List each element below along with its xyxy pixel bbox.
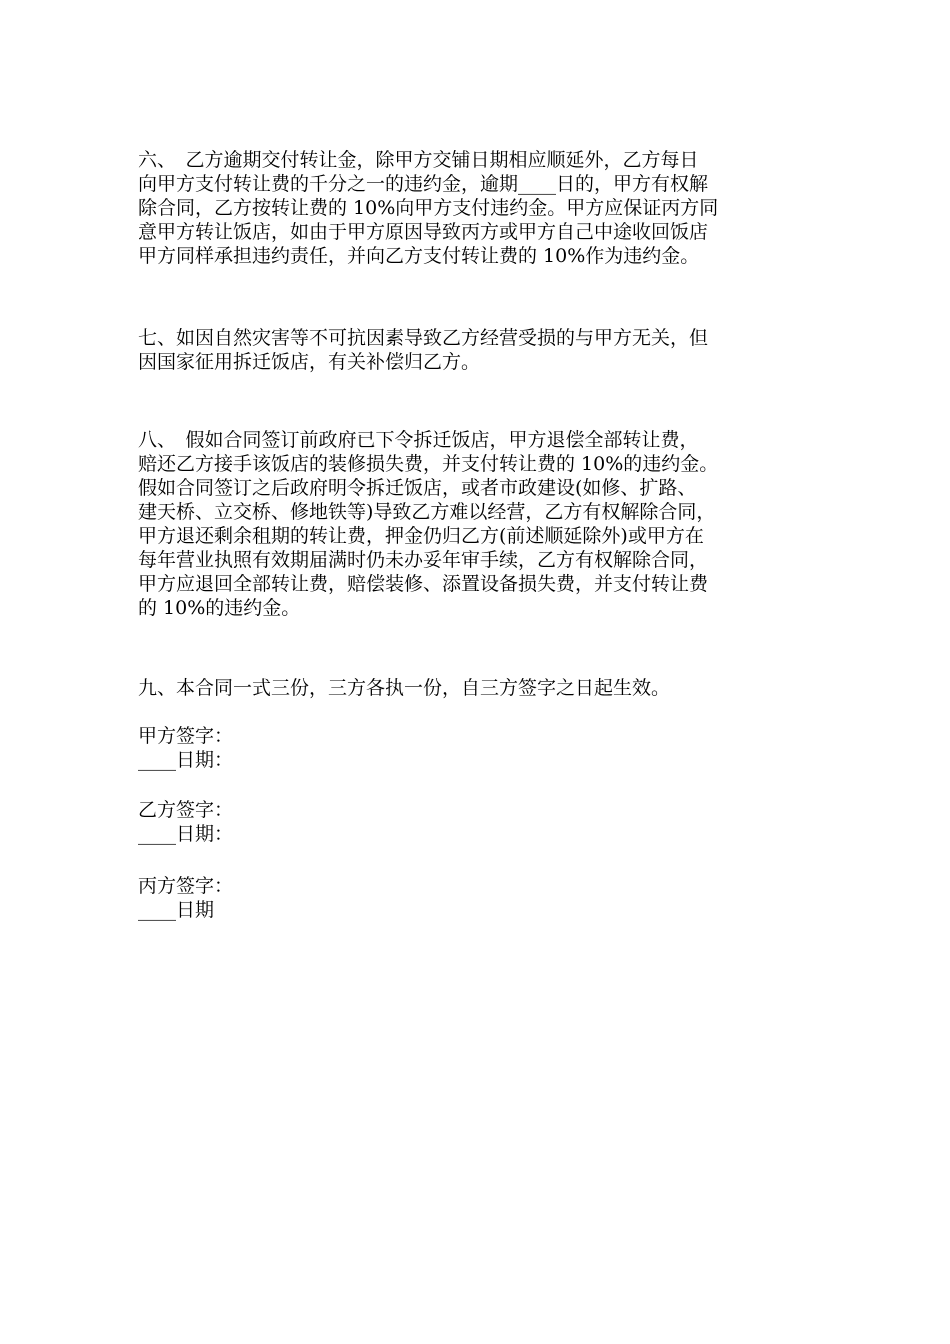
signature-party-b [138, 798, 233, 846]
clause-eight-line-1: 八、 假如合同签订前政府已下令拆迁饭店，甲方退偿全部转让费， [138, 429, 699, 451]
party-c-signature-label: 丙方签字： [138, 875, 234, 897]
clause-eight-line-2: 赔还乙方接手该饭店的装修损失费，并支付转让费的 10%的违约金。 [138, 453, 719, 475]
clause-six-line-5: 甲方同样承担违约责任，并向乙方支付转让费的 10%作为违约金。 [138, 245, 700, 267]
clause-six-line-3: 除合同，乙方按转让费的 10%向甲方支付违约金。甲方应保证丙方同 [138, 197, 719, 219]
clause-eight-line-5: 甲方退还剩余租期的转让费，押金仍归乙方(前述顺延除外)或甲方在 [138, 525, 704, 547]
clause-eight-line-8: 的 10%的违约金。 [138, 597, 301, 619]
party-a-signature-label: 甲方签字： [138, 725, 234, 747]
party-b-signature-label: 乙方签字： [138, 799, 234, 821]
clause-nine [138, 676, 820, 700]
party-c-date-label: ____日期 [138, 899, 215, 921]
clause-nine-line-1: 九、本合同一式三份，三方各执一份，自三方签字之日起生效。 [138, 677, 671, 699]
clause-eight [138, 428, 820, 620]
clause-six-line-2: 向甲方支付转让费的千分之一的违约金，逾期____日的，甲方有权解 [138, 173, 709, 195]
clause-seven-line-1: 七、如因自然灾害等不可抗因素导致乙方经营受损的与甲方无关，但 [138, 327, 709, 349]
signature-party-c [138, 874, 233, 922]
clause-eight-line-3: 假如合同签订之后政府明令拆迁饭店，或者市政建设(如修、扩路、 [138, 477, 697, 499]
party-a-date-label: ____日期： [138, 749, 234, 771]
signature-party-a [138, 724, 233, 772]
clause-eight-line-6: 每年营业执照有效期届满时仍未办妥年审手续，乙方有权解除合同， [138, 549, 709, 571]
clause-six [138, 148, 820, 268]
clause-six-line-1: 六、 乙方逾期交付转让金，除甲方交铺日期相应顺延外，乙方每日 [138, 149, 699, 171]
clause-seven-line-2: 因国家征用拆迁饭店，有关补偿归乙方。 [138, 351, 481, 373]
clause-seven [138, 326, 820, 374]
clause-eight-line-7: 甲方应退回全部转让费，赔偿装修、添置设备损失费，并支付转让费 [138, 573, 709, 595]
clause-six-line-4: 意甲方转让饭店，如由于甲方原因导致丙方或甲方自己中途收回饭店 [138, 221, 709, 243]
clause-eight-line-4: 建天桥、立交桥、修地铁等)导致乙方难以经营，乙方有权解除合同， [138, 501, 716, 523]
party-b-date-label: ____日期： [138, 823, 234, 845]
